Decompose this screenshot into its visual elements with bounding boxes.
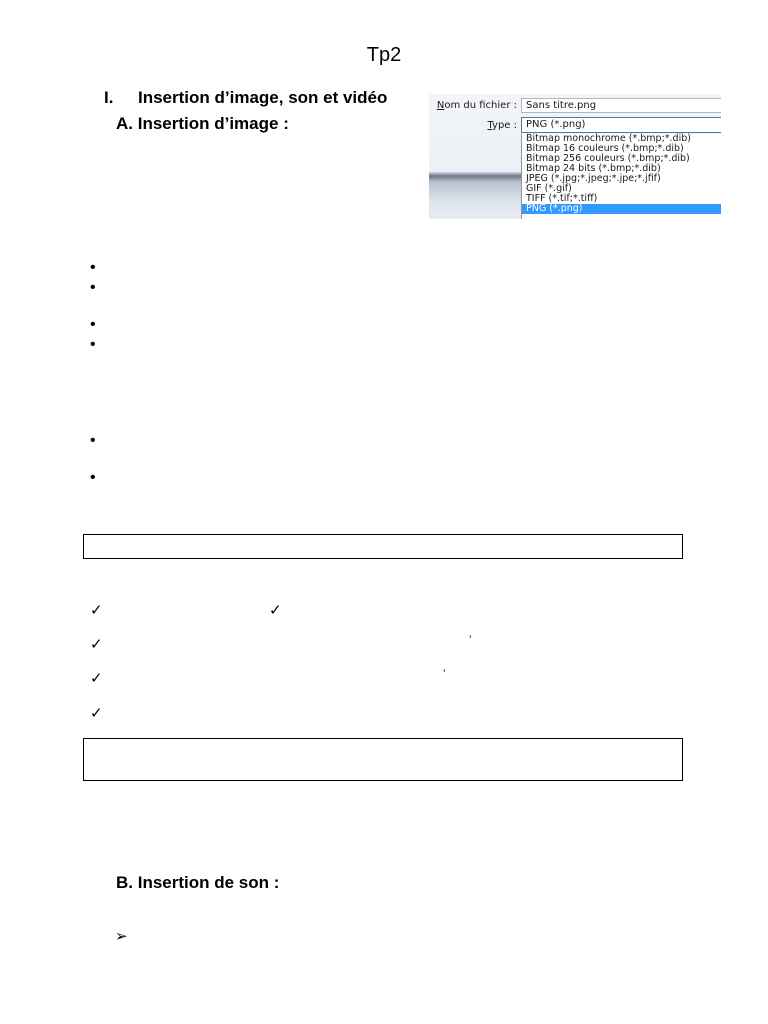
type-options-list[interactable] (521, 134, 721, 219)
text-box-empty (83, 534, 683, 559)
page-title: Tp2 (366, 44, 402, 66)
apostrophe-mark: ’ (469, 634, 472, 646)
bullet-point: • (90, 336, 96, 353)
section-title: Insertion d’image, son et vidéo (138, 88, 388, 107)
subsection-b-heading: B. Insertion de son : (116, 873, 280, 892)
section-number: I. (104, 88, 114, 107)
type-option[interactable]: Bitmap 24 bits (*.bmp;*.dib) (526, 163, 661, 174)
check-mark: ✓ (90, 601, 103, 619)
type-option[interactable]: JPEG (*.jpg;*.jpeg;*.jpe;*.jfif) (526, 173, 661, 184)
check-mark: ✓ (269, 601, 282, 619)
bullet-point: • (90, 469, 96, 486)
type-label: Type : (487, 120, 517, 131)
bullet-point: • (90, 432, 96, 449)
type-option[interactable]: Bitmap 16 couleurs (*.bmp;*.dib) (526, 143, 684, 154)
subsection-a-heading: A. Insertion d’image : (116, 114, 289, 133)
text-box-empty (83, 738, 683, 781)
type-option-selected[interactable]: PNG (*.png) (522, 204, 721, 214)
filename-label: Nom du fichier : (436, 100, 517, 111)
check-mark: ✓ (90, 635, 103, 653)
bullet-point: • (90, 279, 96, 296)
check-mark: ✓ (90, 704, 103, 722)
bullet-point: • (90, 259, 96, 276)
filename-field[interactable]: Sans titre.png (521, 98, 721, 113)
type-option[interactable]: TIFF (*.tif;*.tiff) (526, 193, 598, 204)
type-option[interactable]: GIF (*.gif) (526, 183, 572, 194)
apostrophe-mark: ’ (443, 668, 446, 680)
dialog-toolbar-strip (429, 172, 521, 219)
type-select[interactable]: PNG (*.png) (521, 117, 721, 133)
type-option[interactable]: Bitmap monochrome (*.bmp;*.dib) (526, 133, 691, 144)
arrow-bullet: ➢ (115, 927, 128, 945)
save-dialog-image (429, 94, 721, 219)
check-mark: ✓ (90, 669, 103, 687)
type-option[interactable]: Bitmap 256 couleurs (*.bmp;*.dib) (526, 153, 690, 164)
bullet-point: • (90, 316, 96, 333)
